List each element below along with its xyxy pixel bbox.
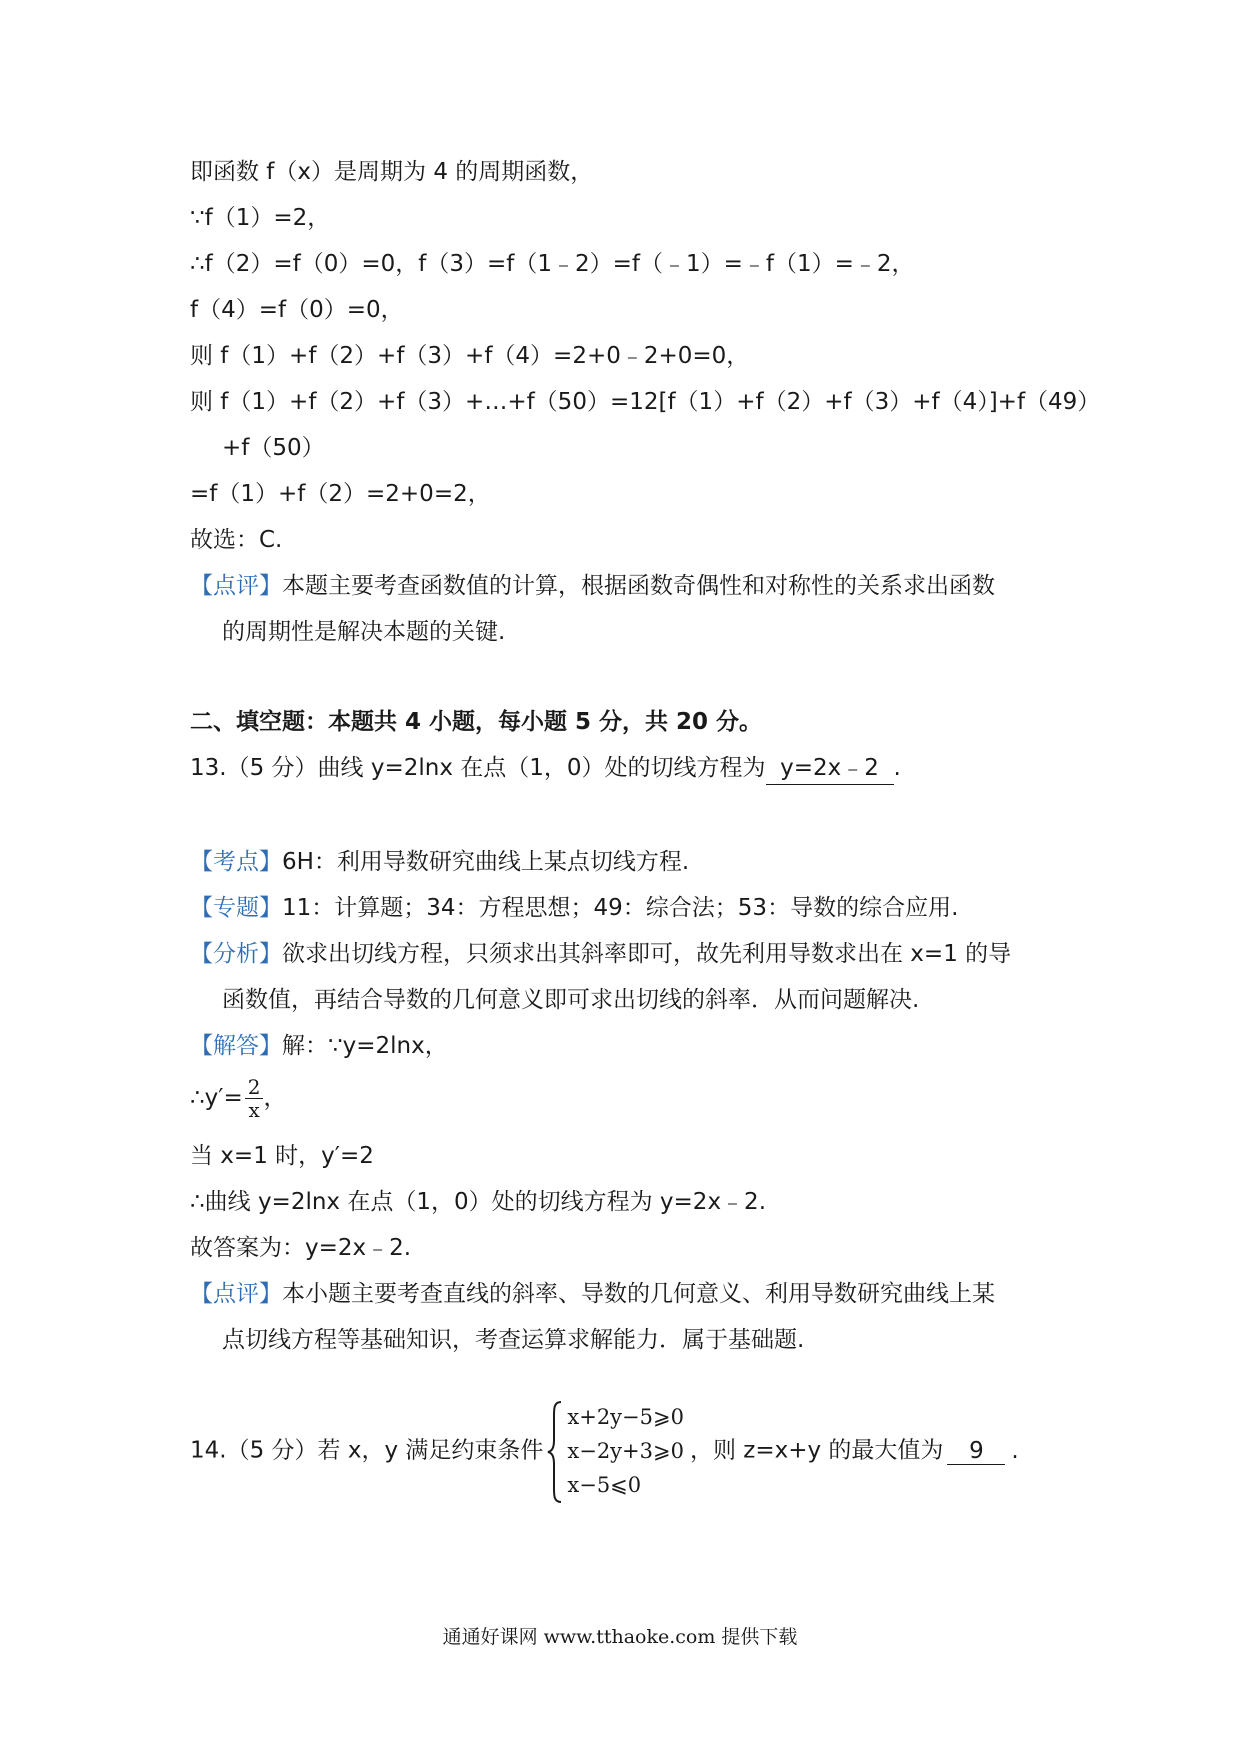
- question-14: [190, 1400, 1019, 1502]
- kaodian-text: 6H：利用导数研究曲线上某点切线方程.: [282, 849, 690, 875]
- constraint-system: [547, 1400, 684, 1502]
- derivative-prefix: ∴y′=: [190, 1085, 243, 1111]
- solution-line: f（4）=f（0）=0，: [190, 297, 404, 323]
- comment-text: 本题主要考查函数值的计算，根据函数奇偶性和对称性的关系求出函数: [282, 573, 995, 599]
- fenxi-text: 欲求出切线方程，只须求出其斜率即可，故先利用导数求出在 x=1 的导: [282, 941, 1012, 967]
- zhuanti: [190, 892, 958, 924]
- solution-step: 当 x=1 时，y′=2: [190, 1143, 374, 1169]
- fenxi-tag: 【分析】: [190, 941, 282, 967]
- comment-prev: [190, 570, 995, 602]
- comment: [190, 1278, 995, 1310]
- fraction-denominator: x: [248, 1098, 260, 1122]
- comment-text-cont: 的周期性是解决本题的关键.: [222, 619, 506, 645]
- fraction-numerator: 2: [245, 1076, 264, 1099]
- fenxi-text-cont: 函数值，再结合导数的几何意义即可求出切线的斜率．从而问题解决.: [222, 987, 920, 1013]
- fraction: [245, 1076, 264, 1121]
- zhuanti-text: 11：计算题；34：方程思想；49：综合法；53：导数的综合应用.: [282, 895, 959, 921]
- constraint-row: x−2y+3⩾0: [567, 1439, 684, 1463]
- solution-line: ∴f（2）=f（0）=0，f（3）=f（1﹣2）=f（﹣1）=﹣f（1）=﹣2，: [190, 251, 915, 277]
- solution-line: 则 f（1）+f（2）+f（3）+…+f（50）=12[f（1）+f（2）+f（3）+f（4）]+f（49）: [190, 389, 1101, 415]
- solution-line: +f（50）: [222, 435, 325, 461]
- solution-line: ∵f（1）=2，: [190, 205, 331, 231]
- solution-line: 故选：C.: [190, 527, 283, 553]
- jieda: [190, 1030, 448, 1062]
- kaodian-tag: 【考点】: [190, 849, 282, 875]
- solution-line: =f（1）+f（2）=2+0=2，: [190, 481, 491, 507]
- derivative-suffix: ，: [263, 1085, 287, 1111]
- question-14-end: .: [1011, 1437, 1019, 1464]
- question-13: [190, 752, 901, 785]
- question-14-after: ，则 z=x+y 的最大值为: [689, 1437, 944, 1464]
- fenxi: [190, 938, 1011, 970]
- section-heading: 二、填空题：本题共 4 小题，每小题 5 分，共 20 分。: [190, 709, 763, 735]
- jieda-tag: 【解答】: [190, 1033, 282, 1059]
- constraint-row: x+2y−5⩾0: [567, 1405, 684, 1429]
- answer-blank: y=2x﹣2: [766, 752, 894, 785]
- solution-line: 则 f（1）+f（2）+f（3）+f（4）=2+0﹣2+0=0，: [190, 343, 750, 369]
- solution-step: ∴曲线 y=2lnx 在点（1，0）处的切线方程为 y=2x﹣2.: [190, 1189, 766, 1215]
- question-13-end: .: [893, 755, 901, 781]
- answer-blank: 9: [947, 1438, 1005, 1465]
- jieda-text: 解：∵y=2lnx，: [282, 1033, 448, 1059]
- solution-step: 故答案为：y=2x﹣2.: [190, 1235, 412, 1261]
- left-brace-icon: [547, 1400, 563, 1504]
- zhuanti-tag: 【专题】: [190, 895, 282, 921]
- kaodian: [190, 846, 689, 878]
- question-14-stem: 14.（5 分）若 x，y 满足约束条件: [190, 1437, 544, 1464]
- page-footer: 通通好课网 www.tthaoke.com 提供下载: [442, 1626, 798, 1648]
- comment-text-cont: 点切线方程等基础知识，考查运算求解能力．属于基础题.: [222, 1327, 805, 1353]
- comment-tag: 【点评】: [190, 573, 282, 599]
- question-13-stem: 13.（5 分）曲线 y=2lnx 在点（1，0）处的切线方程为: [190, 755, 766, 781]
- comment-text: 本小题主要考查直线的斜率、导数的几何意义、利用导数研究曲线上某: [282, 1281, 995, 1307]
- comment-tag: 【点评】: [190, 1281, 282, 1307]
- constraint-row: x−5⩽0: [567, 1473, 642, 1497]
- solution-line: 即函数 f（x）是周期为 4 的周期函数，: [190, 159, 594, 185]
- derivative-line: [190, 1068, 286, 1128]
